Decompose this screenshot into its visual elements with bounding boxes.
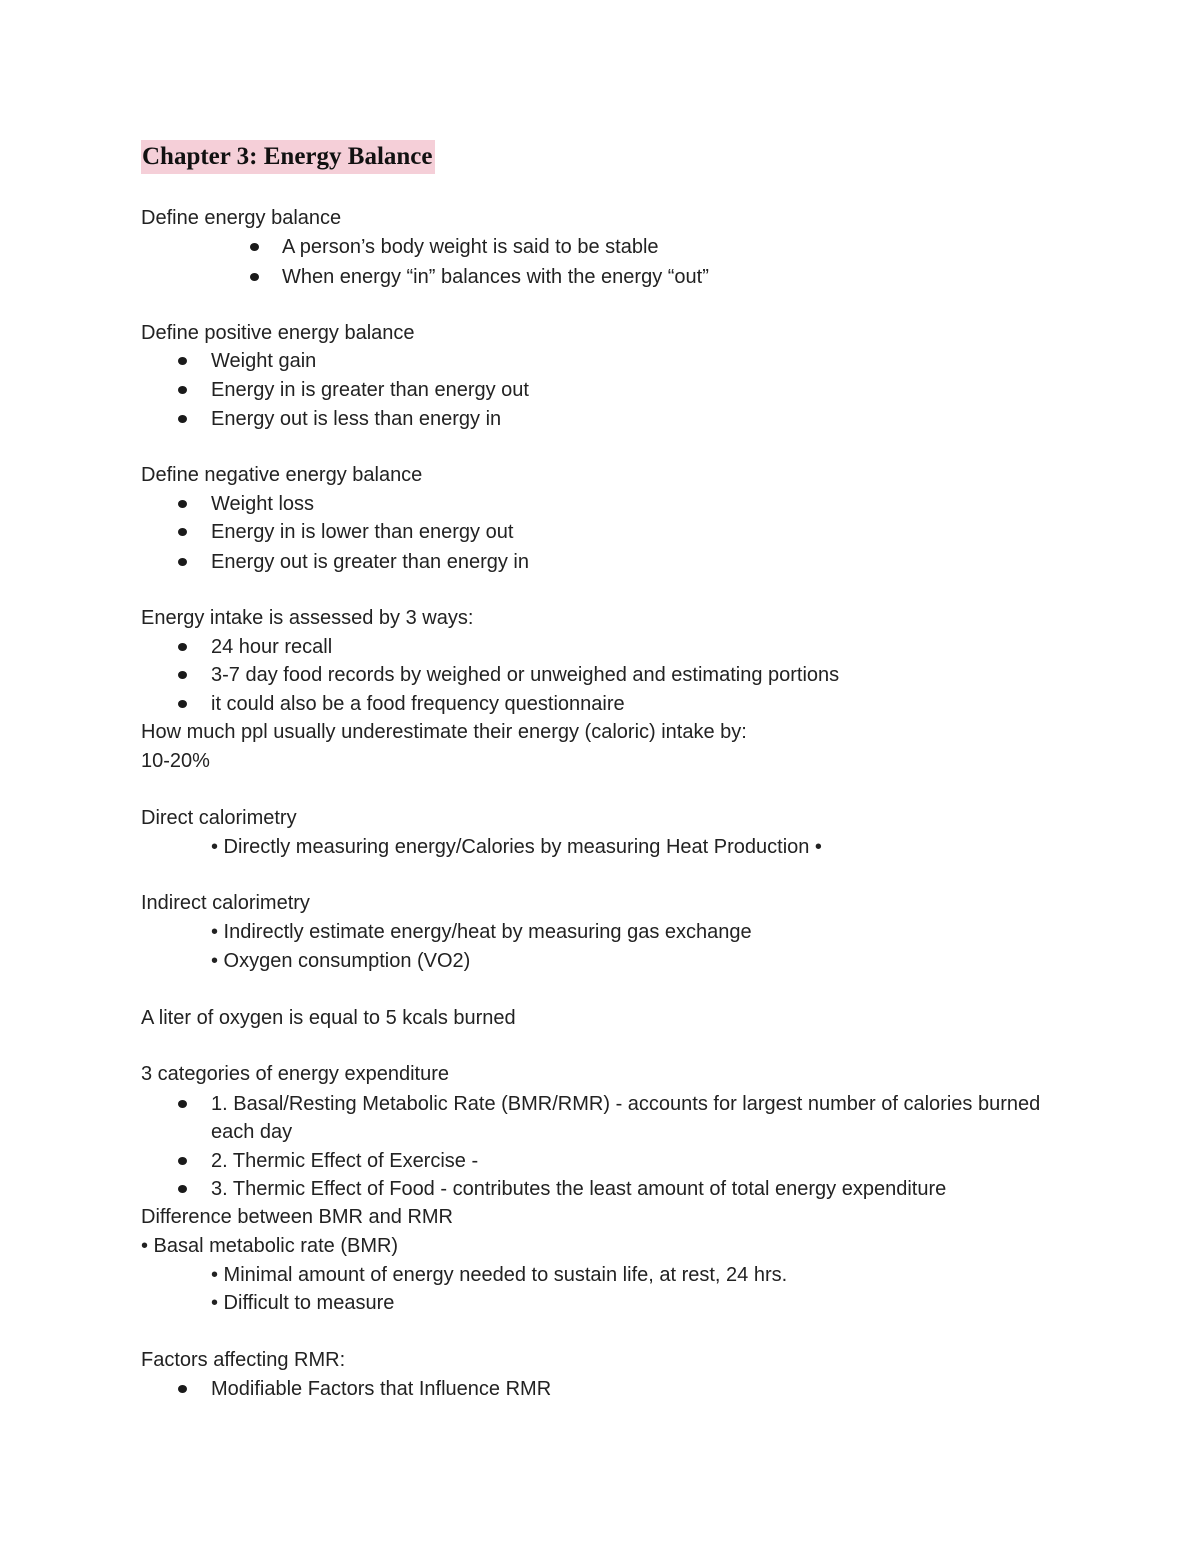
energy-balance-heading: Define energy balance	[141, 207, 342, 229]
list-item: Energy in is greater than energy out	[211, 379, 529, 401]
list-item: 3. Thermic Effect of Food - contributes the least amount of total energy expenditure	[211, 1178, 947, 1200]
list-item: Modifiable Factors that Influence RMR	[211, 1378, 552, 1400]
negative-balance-heading: Define negative energy balance	[141, 464, 423, 486]
rmr-factors-heading: Factors affecting RMR:	[141, 1349, 346, 1371]
bullet-icon	[178, 1100, 187, 1108]
bullet-icon	[178, 415, 187, 423]
bullet-icon	[178, 1385, 187, 1393]
bullet-icon	[178, 357, 187, 365]
chapter-title: Chapter 3: Energy Balance	[141, 140, 435, 174]
list-item: • Oxygen consumption (VO2)	[211, 950, 471, 972]
list-item: When energy “in” balances with the energy “out”	[282, 266, 709, 288]
bmr-rmr-heading: Difference between BMR and RMR	[141, 1206, 453, 1228]
direct-calorimetry-heading: Direct calorimetry	[141, 807, 297, 829]
bullet-icon	[250, 273, 259, 281]
list-item: Energy out is less than energy in	[211, 408, 502, 430]
list-item: A person’s body weight is said to be stable	[282, 236, 659, 258]
list-item: Weight loss	[211, 493, 315, 515]
bullet-icon	[250, 243, 259, 251]
bullet-icon	[178, 558, 187, 566]
bmr-subheading: • Basal metabolic rate (BMR)	[141, 1235, 399, 1257]
bullet-icon	[178, 643, 187, 651]
bullet-icon	[178, 671, 187, 679]
list-item: Energy in is lower than energy out	[211, 521, 514, 543]
underestimate-answer: 10-20%	[141, 750, 210, 772]
list-item: • Minimal amount of energy needed to sustain life, at rest, 24 hrs.	[211, 1264, 788, 1286]
list-item: Weight gain	[211, 350, 317, 372]
list-item: 1. Basal/Resting Metabolic Rate (BMR/RMR) - accounts for largest number of calories burned each day	[211, 1093, 1041, 1143]
underestimate-question: How much ppl usually underestimate their energy (caloric) intake by:	[141, 721, 747, 743]
oxygen-fact: A liter of oxygen is equal to 5 kcals burned	[141, 1007, 516, 1029]
bullet-icon	[178, 700, 187, 708]
bullet-icon	[178, 1157, 187, 1165]
bullet-icon	[178, 528, 187, 536]
bullet-icon	[178, 1185, 187, 1193]
list-item: • Directly measuring energy/Calories by measuring Heat Production •	[211, 836, 822, 858]
list-item: • Difficult to measure	[211, 1292, 395, 1314]
bullet-icon	[178, 386, 187, 394]
list-item: 2. Thermic Effect of Exercise -	[211, 1150, 479, 1172]
energy-intake-heading: Energy intake is assessed by 3 ways:	[141, 607, 474, 629]
list-item: • Indirectly estimate energy/heat by measuring gas exchange	[211, 921, 752, 943]
list-item: 3-7 day food records by weighed or unweighed and estimating portions	[211, 664, 840, 686]
energy-expenditure-heading: 3 categories of energy expenditure	[141, 1063, 449, 1085]
bullet-icon	[178, 500, 187, 508]
indirect-calorimetry-heading: Indirect calorimetry	[141, 892, 310, 914]
positive-balance-heading: Define positive energy balance	[141, 322, 415, 344]
list-item: 24 hour recall	[211, 636, 333, 658]
list-item: it could also be a food frequency questionnaire	[211, 693, 625, 715]
list-item: Energy out is greater than energy in	[211, 551, 529, 573]
